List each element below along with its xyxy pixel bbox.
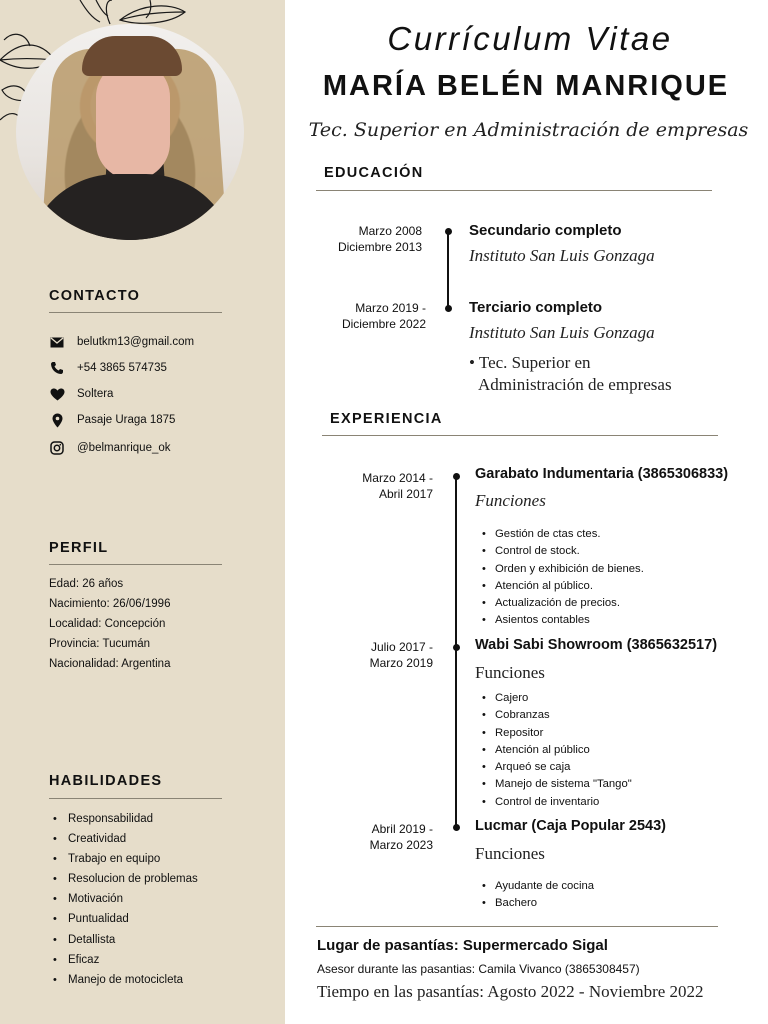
profile-nationality: Nacionalidad: Argentina bbox=[49, 658, 171, 670]
job-task: • Ayudante de cocina bbox=[482, 879, 594, 896]
education-title: Secundario completo bbox=[469, 222, 622, 239]
job-task: • Atención al público bbox=[482, 743, 632, 760]
job-task: • Actualización de precios. bbox=[482, 596, 644, 613]
job-task: • Control de stock. bbox=[482, 544, 644, 561]
contact-address: Pasaje Uraga 1875 bbox=[77, 414, 176, 426]
job-task: • Cajero bbox=[482, 691, 632, 708]
instagram-icon bbox=[49, 440, 65, 456]
job-functions-label: Funciones bbox=[475, 844, 545, 863]
timeline-dot bbox=[445, 228, 452, 235]
contact-status: Soltera bbox=[77, 388, 114, 400]
contact-address-row bbox=[49, 412, 175, 428]
skills-heading: HABILIDADES bbox=[49, 773, 163, 789]
job-task-list bbox=[482, 879, 594, 914]
education-date bbox=[290, 300, 426, 332]
profile-divider bbox=[49, 564, 222, 565]
timeline-dot bbox=[453, 824, 460, 831]
contact-instagram[interactable]: @belmanrique_ok bbox=[77, 442, 171, 454]
job-task: • Control de inventario bbox=[482, 795, 632, 812]
contact-heading: CONTACTO bbox=[49, 288, 141, 304]
skill-item: • Creatividad bbox=[53, 832, 198, 852]
profile-heading: PERFIL bbox=[49, 540, 109, 556]
experience-heading: EXPERIENCIA bbox=[330, 411, 443, 427]
skills-list bbox=[53, 812, 198, 993]
job-task: • Asientos contables bbox=[482, 613, 644, 630]
job-task-list bbox=[482, 527, 644, 631]
job-task-list bbox=[482, 691, 632, 812]
contact-divider bbox=[49, 312, 222, 313]
skill-item: • Trabajo en equipo bbox=[53, 852, 198, 872]
date-end: Marzo 2023 bbox=[369, 838, 433, 852]
location-pin-icon bbox=[49, 412, 65, 428]
education-institution: Instituto San Luis Gonzaga bbox=[469, 246, 655, 265]
skill-item: • Resolucion de problemas bbox=[53, 872, 198, 892]
profile-birth: Nacimiento: 26/06/1996 bbox=[49, 598, 171, 610]
contact-status-row bbox=[49, 386, 113, 402]
candidate-degree: Tec. Superior en Administración de empresas bbox=[308, 119, 749, 141]
skill-item: • Manejo de motocicleta bbox=[53, 973, 198, 993]
date-start: Julio 2017 - bbox=[370, 640, 433, 654]
education-note: • Tec. Superior en bbox=[469, 353, 591, 372]
job-date bbox=[300, 639, 433, 671]
contact-email[interactable]: belutkm13@gmail.com bbox=[77, 336, 195, 348]
profile-age: Edad: 26 años bbox=[49, 578, 124, 590]
internship-advisor: Asesor durante las pasantias: Camila Vivanco (3865308457) bbox=[317, 962, 640, 976]
phone-icon bbox=[49, 360, 65, 376]
contact-instagram-row bbox=[49, 440, 171, 456]
experience-divider bbox=[322, 435, 718, 436]
date-start: Marzo 2014 - bbox=[362, 471, 433, 485]
timeline-dot bbox=[445, 305, 452, 312]
job-functions-label: Funciones bbox=[475, 663, 545, 682]
education-note: Administración de empresas bbox=[478, 375, 672, 394]
date-start: Marzo 2019 - bbox=[355, 301, 426, 315]
education-title: Terciario completo bbox=[469, 299, 603, 316]
education-timeline bbox=[447, 232, 449, 308]
profile-photo bbox=[16, 24, 244, 240]
job-task: • Manejo de sistema "Tango" bbox=[482, 777, 632, 794]
experience-timeline bbox=[455, 478, 457, 828]
date-end: Diciembre 2022 bbox=[341, 317, 426, 331]
document-title: Currículum Vitae bbox=[387, 20, 673, 57]
sidebar bbox=[0, 0, 285, 1024]
job-task: • Orden y exhibición de bienes. bbox=[482, 562, 644, 579]
skill-item: • Motivación bbox=[53, 892, 198, 912]
candidate-name: MARÍA BELÉN MANRIQUE bbox=[322, 70, 730, 102]
date-end: Diciembre 2013 bbox=[337, 240, 422, 254]
skill-item: • Eficaz bbox=[53, 953, 198, 973]
timeline-dot bbox=[453, 644, 460, 651]
internship-duration: Tiempo en las pasantías: Agosto 2022 - Noviembre 2022 bbox=[317, 982, 704, 1001]
job-date bbox=[300, 470, 433, 502]
education-heading: EDUCACIÓN bbox=[324, 165, 424, 181]
job-title: Lucmar (Caja Popular 2543) bbox=[475, 818, 666, 834]
contact-phone: +54 3865 574735 bbox=[77, 362, 167, 374]
skill-item: • Detallista bbox=[53, 933, 198, 953]
profile-province: Provincia: Tucumán bbox=[49, 638, 150, 650]
job-task: • Atención al público. bbox=[482, 579, 644, 596]
job-functions-label: Funciones bbox=[475, 491, 546, 510]
heart-icon bbox=[49, 386, 65, 402]
timeline-dot bbox=[453, 473, 460, 480]
contact-email-row bbox=[49, 334, 194, 350]
job-title: Garabato Indumentaria (3865306833) bbox=[475, 466, 729, 482]
skill-item: • Puntualidad bbox=[53, 912, 198, 932]
job-title: Wabi Sabi Showroom (3865632517) bbox=[475, 637, 718, 653]
job-task: • Cobranzas bbox=[482, 708, 632, 725]
date-end: Abril 2017 bbox=[378, 487, 433, 501]
skills-divider bbox=[49, 798, 222, 799]
profile-locality: Localidad: Concepción bbox=[49, 618, 166, 630]
job-task: • Gestión de ctas ctes. bbox=[482, 527, 644, 544]
education-date bbox=[290, 223, 422, 255]
internship-title: Lugar de pasantías: Supermercado Sigal bbox=[317, 937, 608, 954]
education-divider bbox=[316, 190, 712, 191]
date-start: Marzo 2008 bbox=[358, 224, 422, 238]
contact-phone-row bbox=[49, 360, 167, 376]
date-start: Abril 2019 - bbox=[371, 822, 433, 836]
internship-divider bbox=[316, 926, 718, 927]
job-task: • Arqueó se caja bbox=[482, 760, 632, 777]
envelope-icon bbox=[49, 334, 65, 350]
skill-item: • Responsabilidad bbox=[53, 812, 198, 832]
education-institution: Instituto San Luis Gonzaga bbox=[469, 323, 655, 342]
job-date bbox=[300, 821, 433, 853]
job-task: • Repositor bbox=[482, 726, 632, 743]
job-task: • Bachero bbox=[482, 896, 594, 913]
date-end: Marzo 2019 bbox=[369, 656, 433, 670]
